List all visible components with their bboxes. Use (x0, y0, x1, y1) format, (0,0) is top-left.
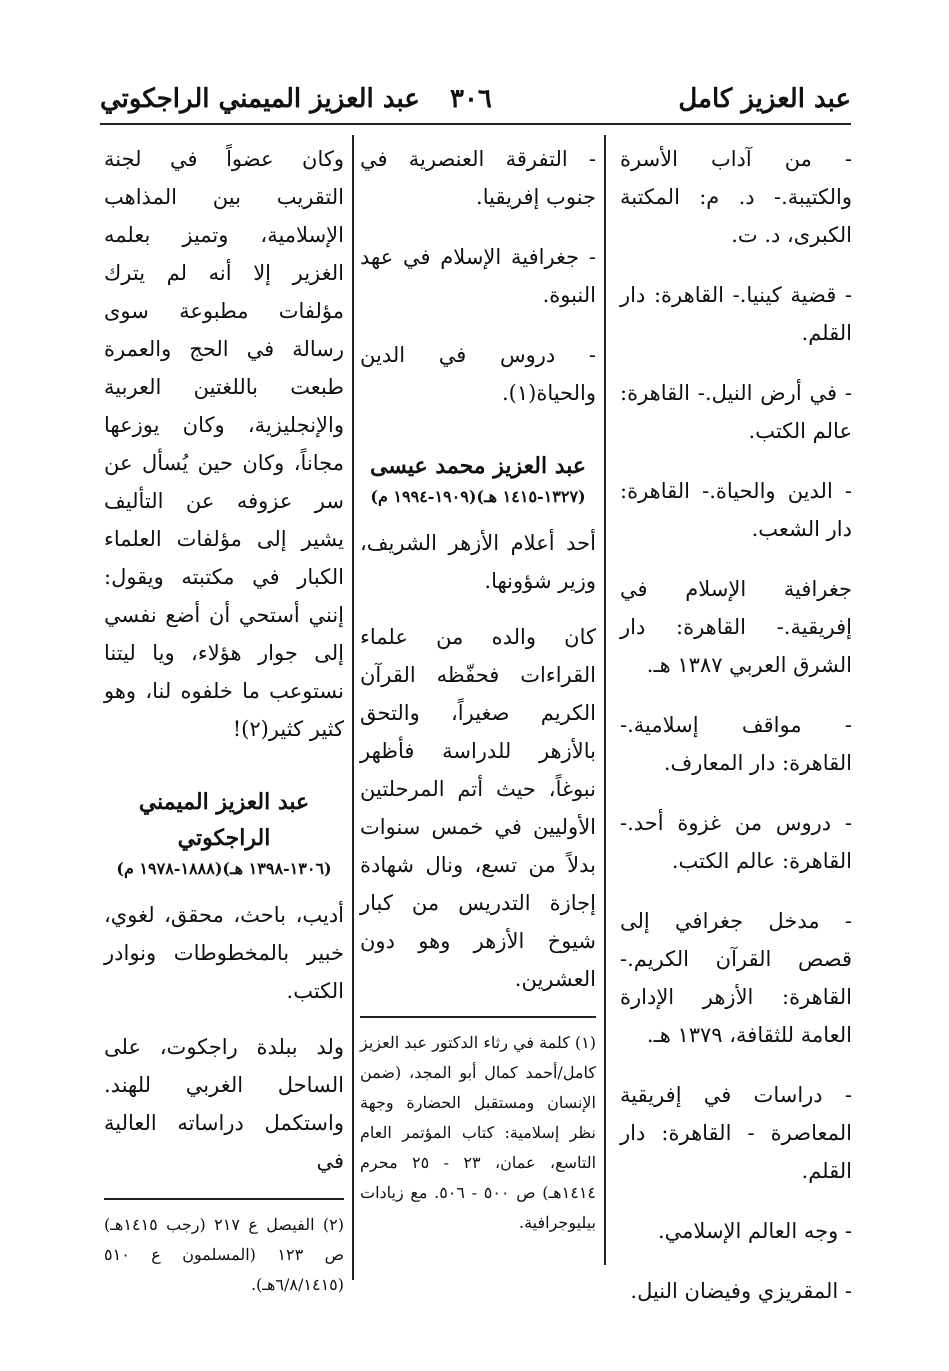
footnote: (١) كلمة في رثاء الدكتور عبد العزيز كامل/أحمد كمال أبو المجد، (ضمن الإنسان ومستقبل الحضارة وجهة نظر إسلامية: كتاب المؤتمر العام التاسع، عمان، ٢٣ - ٢٥ محرم ١٤١٤هـ) ص ٥٠٠ - ٥٠٦. مع زيادات بيليوجرافية. (360, 1033, 597, 1232)
list-item: - الدين والحياة.- القاهرة: دار الشعب. (620, 479, 852, 541)
column-divider-left (352, 135, 354, 1280)
list-item: - دروس في الدين والحياة(١). (360, 343, 596, 405)
running-header (100, 80, 851, 120)
header-right-title: عبد العزيز كامل (678, 84, 851, 114)
list-item: - المقريزي وفيضان النيل. (630, 1279, 852, 1303)
list-item: - دراسات في إفريقية المعاصرة - القاهرة: دار القلم. (620, 1083, 852, 1183)
footnote: (٢) الفيصل ع ٢١٧ (رجب ١٤١٥هـ) ص ١٢٣ (المسلمون ع ٥١٠ (٦/٨/١٤١٥هـ). (104, 1215, 345, 1294)
header-rule (100, 123, 851, 125)
body-paragraph: أديب، باحث، محقق، لغوي، خبير بالمخطوطات ونوادر الكتب. (104, 903, 344, 1003)
list-item: - وجه العالم الإسلامي. (657, 1219, 852, 1243)
list-item: جغرافية الإسلام في إفريقية.- القاهرة: دار الشرق العربي ١٣٨٧ هـ. (620, 577, 852, 677)
footnote-rule (360, 1016, 596, 1018)
biography-entry-name: عبد العزيز محمد عيسى (369, 453, 587, 479)
left-column (104, 140, 344, 1300)
list-item: - جغرافية الإسلام في عهد النبوة. (360, 245, 596, 307)
body-paragraph: أحد أعلام الأزهر الشريف، وزير شؤونها. (360, 531, 596, 593)
body-paragraph: كان والده من علماء القراءات فحفّظه القرآن الكريم صغيراً، والتحق بالأزهر للدراسة فأظهر نبوغاً، حيث أتم المرحلتين الأوليين في خمس سنوات بدلاً من تسع، ونال شهادة إجازة التدريس من كبار شيوخ الأزهر وهو دون العشرين. (360, 625, 596, 991)
list-item: - دروس من غزوة أحد.- القاهرة: عالم الكتب. (620, 811, 852, 873)
list-item: - من آداب الأسرة والكتيبة.- د. م: المكتبة الكبرى، د. ت. (620, 147, 852, 247)
biography-entry-dates: (١٣٠٦-١٣٩٨ هـ)(١٨٨٨-١٩٧٨ م) (116, 859, 332, 878)
biography-entry-dates: (١٣٢٧-١٤١٥ هـ)(١٩٠٩-١٩٩٤ م) (370, 487, 586, 506)
list-item: - في أرض النيل.- القاهرة: عالم الكتب. (620, 381, 852, 443)
body-paragraph: وكان عضواً في لجنة التقريب بين المذاهب الإسلامية، وتميز بعلمه الغزير إلا أنه لم يترك مؤلفات مطبوعة سوى رسالة في الحج والعمرة طبعت باللغتين العربية والإنجليزية، وكان يوزعها مجاناً، وكان حين يُسأل عن سر عزوفه عن التأليف يشير إلى مؤلفات العلماء الكبار في مكتبته ويقول: إنني أستحي أن أضع نفسي إلى جوار هؤلاء، ويا ليتنا نستوعب ما خلفوه لنا، وهو كثير كثير(٢)! (104, 147, 344, 741)
middle-column (360, 140, 596, 1238)
page-number: ٣٠٦ (450, 84, 492, 114)
list-item: - مدخل جغرافي إلى قصص القرآن الكريم.- القاهرة: الأزهر الإدارة العامة للثقافة، ١٣٧٩ هـ. (620, 909, 852, 1047)
body-paragraph: ولد ببلدة راجكوت، على الساحل الغربي للهند. واستكمل دراساته العالية في (104, 1035, 344, 1173)
list-item: - التفرقة العنصرية في جنوب إفريقيا. (360, 147, 596, 209)
biography-entry-name: عبد العزيز الميمني الراجكوتي (138, 789, 310, 851)
list-item: - قضية كينيا.- القاهرة: دار القلم. (620, 283, 852, 345)
header-left-title: عبد العزيز الميمني الراجكوتي (100, 84, 420, 114)
list-item: - مواقف إسلامية.- القاهرة: دار المعارف. (620, 713, 852, 775)
right-column (620, 140, 852, 1332)
footnote-rule (104, 1198, 344, 1200)
column-divider-right (604, 135, 606, 1265)
